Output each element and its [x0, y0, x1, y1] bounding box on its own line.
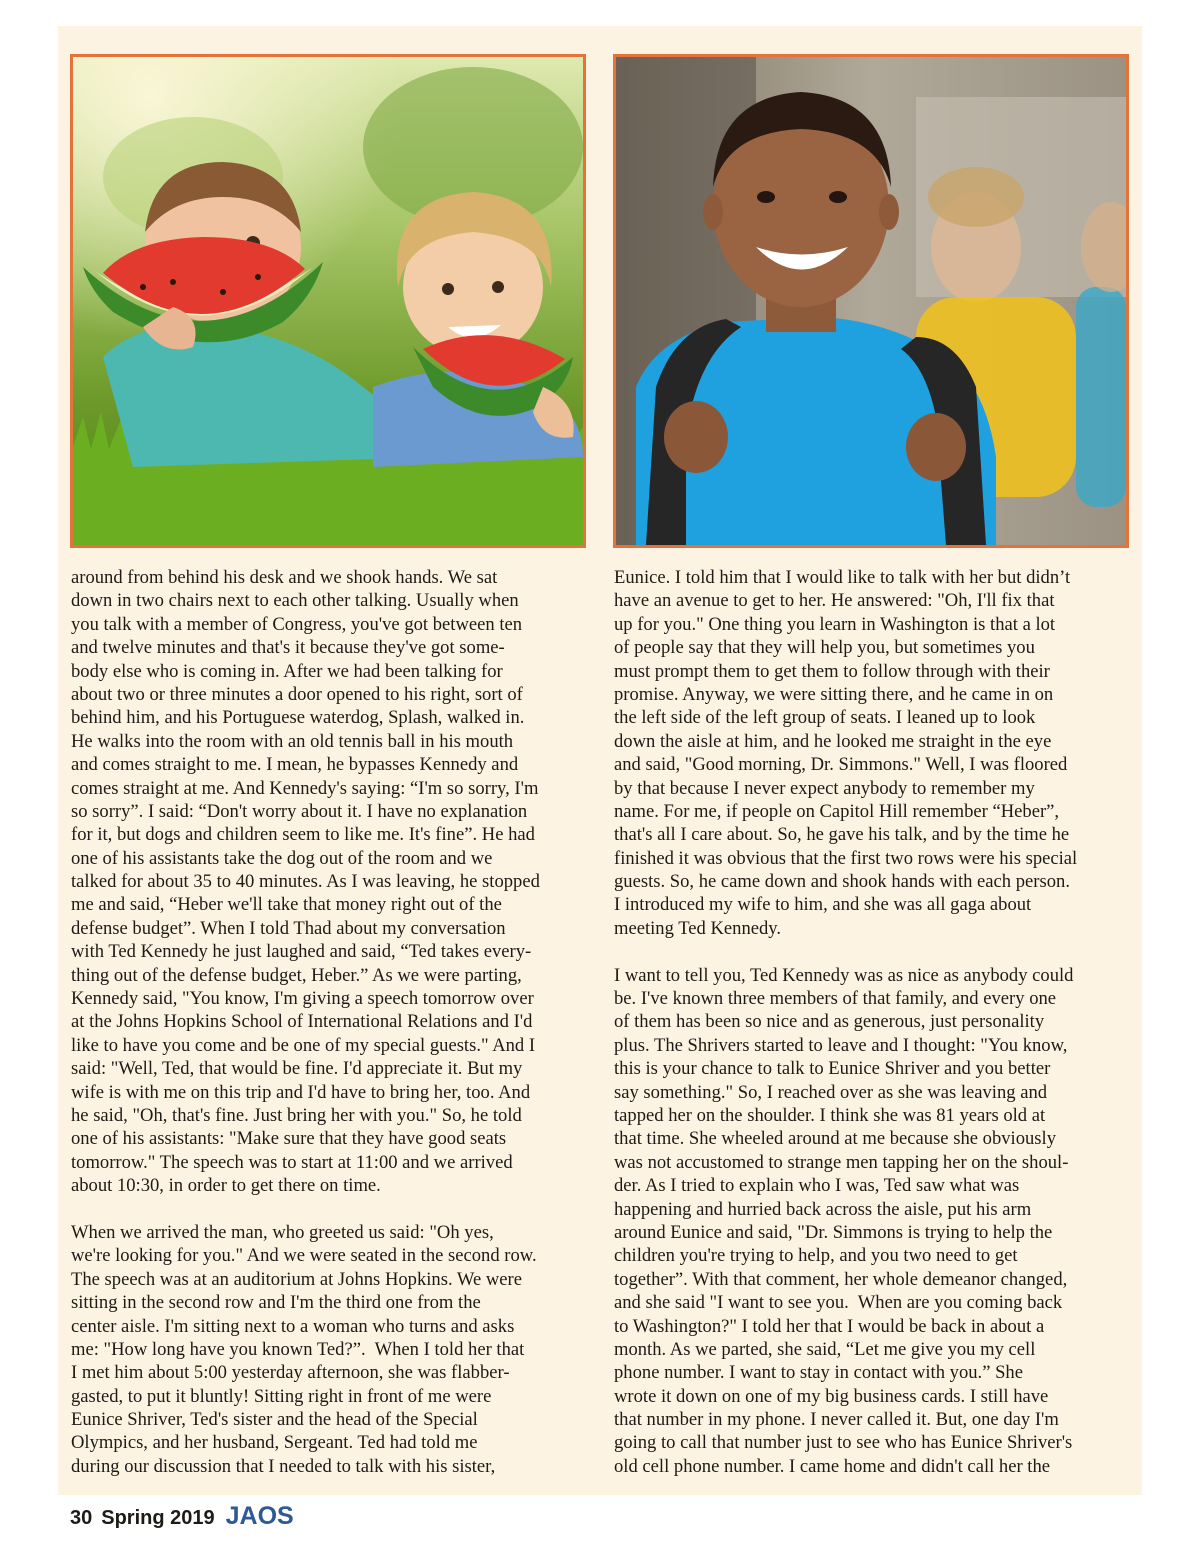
text-line: he said, "Oh, that's fine. Just bring her with you." So, he told — [71, 1104, 522, 1126]
photo-boys-watermelon — [70, 54, 586, 548]
text-line: we're looking for you." And we were seated in the second row. — [71, 1245, 537, 1267]
issue-label: Spring 2019 — [101, 1507, 215, 1529]
text-line: guests. So, he came down and shook hands with each person. — [614, 871, 1070, 893]
paragraph-gap — [614, 940, 1132, 963]
text-line: me and said, “Heber we'll take that money right out of the — [71, 894, 502, 916]
paragraph-gap — [71, 1198, 589, 1221]
text-line: to Washington?" I told her that I would be back in about a — [614, 1315, 1045, 1337]
text-line: about 10:30, in order to get there on time. — [71, 1175, 381, 1197]
text-line: Olympics, and her husband, Sergeant. Ted had told me — [71, 1432, 478, 1454]
text-line: by that because I never expect anybody to remember my — [614, 777, 1035, 799]
text-line: at the Johns Hopkins School of International Relations and I'd — [71, 1011, 533, 1033]
page-footer — [70, 1502, 294, 1536]
text-line: plus. The Shrivers started to leave and I thought: "You know, — [614, 1034, 1068, 1056]
text-line: month. As we parted, she said, “Let me give you my cell — [614, 1338, 1036, 1360]
text-line: the left side of the left group of seats. I leaned up to look — [614, 707, 1036, 729]
text-line: be. I've known three members of that family, and every one — [614, 988, 1057, 1010]
text-line: center aisle. I'm sitting next to a woman who turns and asks — [71, 1315, 515, 1337]
text-line: was not accustomed to strange men tapping her on the shoul- — [614, 1151, 1069, 1173]
photo-boy-backpack — [613, 54, 1129, 548]
text-line: Eunice. I told him that I would like to talk with her but didn’t — [614, 567, 1071, 588]
text-line: said: "Well, Ted, that would be fine. I'd appreciate it. But my — [71, 1058, 523, 1080]
text-line: with Ted Kennedy he just laughed and said, “Ted takes every- — [71, 941, 532, 963]
text-line: The speech was at an auditorium at Johns Hopkins. We were — [71, 1268, 523, 1290]
article-column-right — [614, 566, 1132, 1478]
text-line: must prompt them to get them to follow through with their — [614, 660, 1050, 682]
text-line: tapped her on the shoulder. I think she was 81 years old at — [614, 1104, 1046, 1126]
text-line: one of his assistants: "Make sure that they have good seats — [71, 1128, 507, 1150]
text-line: thing out of the defense budget, Heber.” As we were parting, — [71, 964, 522, 986]
boys-watermelon-illustration — [73, 57, 583, 545]
page-number: 30 — [70, 1507, 93, 1529]
text-line: going to call that number just to see who has Eunice Shriver's — [614, 1432, 1073, 1454]
article-column-left — [71, 566, 589, 1478]
text-line: and comes straight to me. I mean, he bypasses Kennedy and — [71, 754, 519, 776]
text-line: that's all I care about. So, he gave his talk, and by the time he — [614, 824, 1070, 846]
text-line: one of his assistants take the dog out of the room and we — [71, 847, 493, 869]
text-line: and said, "Good morning, Dr. Simmons." Well, I was floored — [614, 754, 1068, 776]
text-line: meeting Ted Kennedy. — [614, 917, 782, 939]
boy-backpack-illustration — [616, 57, 1126, 545]
text-line: I want to tell you, Ted Kennedy was as nice as anybody could — [614, 964, 1074, 986]
text-line: gasted, to put it bluntly! Sitting right in front of me were — [71, 1385, 492, 1407]
text-line: promise. Anyway, we were sitting there, and he came in on — [614, 683, 1054, 705]
text-line: phone number. I want to stay in contact with you.” She — [614, 1362, 1023, 1384]
text-line: that number in my phone. I never called it. But, one day I'm — [614, 1409, 1059, 1431]
text-line: tomorrow." The speech was to start at 11:00 and we arrived — [71, 1151, 513, 1173]
text-line: you talk with a member of Congress, you've got between ten — [71, 613, 523, 635]
text-line: Kennedy said, "You know, I'm giving a speech tomorrow over — [71, 988, 534, 1010]
text-line: When we arrived the man, who greeted us said: "Oh yes, — [71, 1221, 494, 1243]
text-line: like to have you come and be one of my special guests." And I — [71, 1034, 536, 1056]
text-line: wrote it down on one of my big business cards. I still have — [614, 1385, 1049, 1407]
text-line: up for you." One thing you learn in Washington is that a lot — [614, 613, 1056, 635]
text-line: for it, but dogs and children seem to like me. It's fine”. He had — [71, 824, 535, 846]
text-line: Eunice Shriver, Ted's sister and the head of the Special — [71, 1409, 478, 1431]
text-line: old cell phone number. I came home and didn't call her the — [614, 1455, 1051, 1477]
text-line: I introduced my wife to him, and she was all gaga about — [614, 894, 1032, 916]
text-line: sitting in the second row and I'm the third one from the — [71, 1292, 481, 1314]
text-line: so sorry”. I said: “Don't worry about it. I have no explanation — [71, 800, 528, 822]
text-line: about two or three minutes a door opened to his right, sort of — [71, 683, 523, 705]
text-line: happening and hurried back across the aisle, put his arm — [614, 1198, 1032, 1220]
text-line: and she said "I want to see you. When are you coming back — [614, 1292, 1063, 1314]
text-line: that time. She wheeled around at me because she obviously — [614, 1128, 1056, 1150]
text-line: me: "How long have you known Ted?”. When I told her that — [71, 1338, 525, 1360]
text-line: finished it was obvious that the first two rows were his special — [614, 847, 1078, 869]
text-line: down the aisle at him, and he looked me straight in the eye — [614, 730, 1052, 752]
magazine-name: JAOS — [225, 1502, 294, 1530]
text-line: of people say that they will help you, but sometimes you — [614, 637, 1035, 659]
text-line: and twelve minutes and that's it because they've got some- — [71, 637, 505, 659]
text-line: behind him, and his Portuguese waterdog, Splash, walked in. — [71, 707, 525, 729]
text-line: comes straight at me. And Kennedy's saying: “I'm so sorry, I'm — [71, 777, 539, 799]
text-line: name. For me, if people on Capitol Hill remember “Heber”, — [614, 800, 1060, 822]
text-line: together”. With that comment, her whole demeanor changed, — [614, 1268, 1068, 1290]
text-line: around Eunice and said, "Dr. Simmons is trying to help the — [614, 1221, 1053, 1243]
text-line: talked for about 35 to 40 minutes. As I was leaving, he stopped — [71, 871, 540, 893]
text-line: der. As I tried to explain who I was, Ted saw what was — [614, 1175, 1020, 1197]
text-line: He walks into the room with an old tennis ball in his mouth — [71, 730, 514, 752]
text-line: have an avenue to get to her. He answered: "Oh, I'll fix that — [614, 590, 1055, 612]
text-line: body else who is coming in. After we had been talking for — [71, 660, 503, 682]
text-line: defense budget”. When I told Thad about my conversation — [71, 917, 506, 939]
text-line: during our discussion that I needed to talk with his sister, — [71, 1455, 496, 1477]
text-line: I met him about 5:00 yesterday afternoon, she was flabber- — [71, 1362, 510, 1384]
text-line: of them has been so nice and as generous, just personality — [614, 1011, 1045, 1033]
text-line: this is your chance to talk to Eunice Shriver and you better — [614, 1058, 1051, 1080]
text-line: wife is with me on this trip and I'd have to bring her, too. And — [71, 1081, 531, 1103]
text-line: say something." So, I reached over as she was leaving and — [614, 1081, 1048, 1103]
text-line: children you're trying to help, and you two need to get — [614, 1245, 1018, 1267]
text-line: around from behind his desk and we shook hands. We sat — [71, 567, 498, 588]
text-line: down in two chairs next to each other talking. Usually when — [71, 590, 519, 612]
